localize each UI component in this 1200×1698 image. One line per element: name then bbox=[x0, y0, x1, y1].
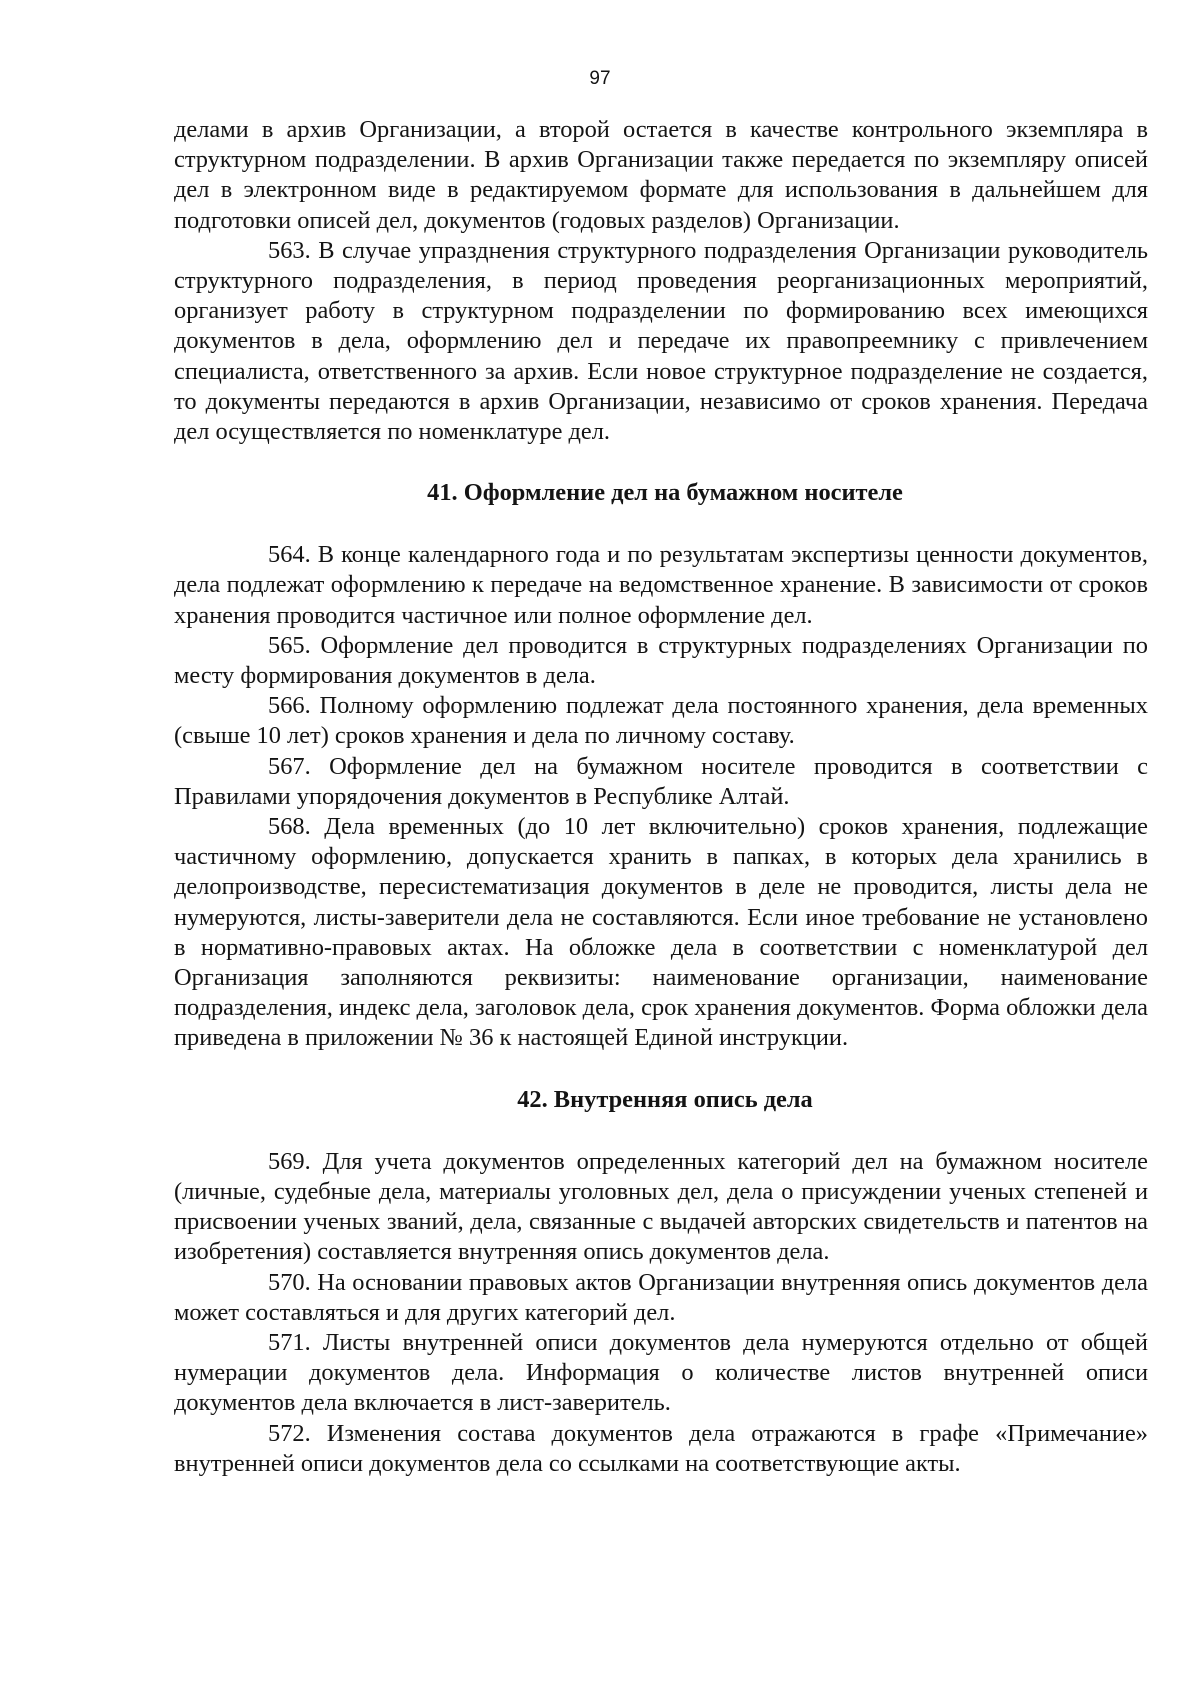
page-number: 97 bbox=[589, 68, 611, 89]
paragraph-continuation: делами в архив Организации, а второй остается в качестве контрольного экземпляра в структурном подразделении. В архив Организации также передается по экземпляру описей дел в электронном виде в редактируемом формате для использования в дальнейшем для подготовки описей дел, документов (годовых разделов) Организации. bbox=[174, 116, 1148, 234]
paragraph-564: 564. В конце календарного года и по результатам экспертизы ценности документов, дела подлежат оформлению к передаче на ведомственное хранение. В зависимости от сроков хранения проводится частичное или полное оформление дел. bbox=[174, 541, 1148, 629]
paragraph-563: 563. В случае упразднения структурного подразделения Организации руководитель структурного подразделения, в период проведения реорганизационных мероприятий, организует работу в структурном подразделении по формированию всех имеющихся документов в дела, оформлению дел и передаче их правопреемнику с привлечением специалиста, ответственного за архив. Если новое структурное подразделение не создается, то документы передаются в архив Организации, независимо от сроков хранения. Передача дел осуществляется по номенклатуре дел. bbox=[174, 236, 1148, 446]
paragraph-572: 572. Изменения состава документов дела отражаются в графе «Примечание» внутренней описи документов дела со ссылками на соответствующие акты. bbox=[174, 1419, 1148, 1477]
section-heading-42: 42. Внутренняя опись дела bbox=[517, 1085, 813, 1113]
section-heading-41: 41. Оформление дел на бумажном носителе bbox=[427, 479, 903, 507]
document-body bbox=[174, 115, 1148, 1479]
paragraph-567: 567. Оформление дел на бумажном носителе проводится в соответствии с Правилами упорядочения документов в Республике Алтай. bbox=[174, 752, 1148, 810]
paragraph-571: 571. Листы внутренней описи документов дела нумеруются отдельно от общей нумерации документов дела. Информация о количестве листов внутренней описи документов дела включается в лист-заверитель. bbox=[174, 1328, 1148, 1417]
paragraph-568: 568. Дела временных (до 10 лет включительно) сроков хранения, подлежащие частичному оформлению, допускается хранить в папках, в которых дела хранились в делопроизводстве, пересистематизация документов в деле не проводится, листы дела не нумеруются, листы-заверители дела не составляются. Если иное требование не установлено в нормативно-правовых актах. На обложке дела в соответствии с номенклатурой дел Организация заполняются реквизиты: наименование организации, наименование подразделения, индекс дела, заголовок дела, срок хранения документов. Форма обложки дела приведена в приложении № 36 к настоящей Единой инструкции. bbox=[174, 813, 1148, 1052]
paragraph-569: 569. Для учета документов определенных категорий дел на бумажном носителе (личные, судебные дела, материалы уголовных дел, дела о присуждении ученых степеней и присвоении ученых званий, дела, связанные с выдачей авторских свидетельств и патентов на изобретения) составляется внутренняя опись документов дела. bbox=[174, 1147, 1148, 1266]
paragraph-566: 566. Полному оформлению подлежат дела постоянного хранения, дела временных (свыше 10 лет) сроков хранения и дела по личному составу. bbox=[174, 692, 1148, 750]
paragraph-565: 565. Оформление дел проводится в структурных подразделениях Организации по месту формирования документов в дела. bbox=[174, 631, 1148, 690]
paragraph-570: 570. На основании правовых актов Организации внутренняя опись документов дела может составляться и для других категорий дел. bbox=[174, 1268, 1148, 1326]
